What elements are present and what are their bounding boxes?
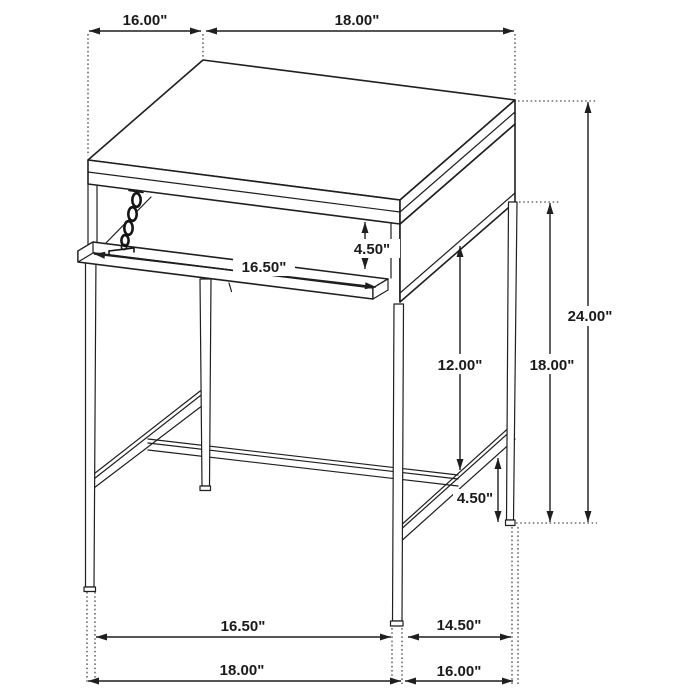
- leg-right-foot: [506, 520, 516, 526]
- stretcher-left-top: [90, 388, 204, 477]
- dim-label-overall-height: 24.00": [567, 308, 613, 325]
- flap-catch-detail: [229, 283, 232, 292]
- leg-left: [84, 253, 96, 592]
- dim-label-stretcher-to-floor: 4.50": [456, 490, 494, 507]
- leg-front-foot: [391, 621, 404, 626]
- leg-right-post: [507, 202, 518, 520]
- leg-right: [506, 202, 518, 526]
- table-structure: [78, 60, 517, 626]
- stretcher-cross-bottom: [148, 450, 458, 486]
- stretcher-right-mid: [398, 428, 514, 532]
- leg-back-post: [200, 279, 211, 486]
- stretcher-left-bottom: [90, 402, 207, 491]
- leg-front-post: [393, 304, 404, 621]
- dim-label-top-width: 18.00": [334, 12, 380, 29]
- stretcher-cross: [148, 439, 458, 486]
- stretcher-cross-top: [148, 439, 458, 475]
- leg-left-post: [86, 253, 97, 587]
- dim-label-top-depth: 16.00": [122, 12, 168, 29]
- chain-link-3: [124, 221, 132, 235]
- dim-label-underframe-height: 18.00": [529, 357, 575, 374]
- stretcher-left-mid: [90, 392, 205, 482]
- dim-label-base-side-span: 14.50": [436, 617, 482, 634]
- dim-label-flap-length: 16.50": [241, 259, 287, 276]
- chain-link-1: [132, 193, 140, 207]
- dim-label-case-to-stretcher: 12.00": [437, 357, 483, 374]
- leg-back: [200, 279, 211, 491]
- dim-label-base-overall-width: 18.00": [219, 662, 265, 679]
- stretcher-right-top: [398, 424, 513, 528]
- leg-left-foot: [84, 587, 96, 592]
- dim-label-base-front-span: 16.50": [220, 618, 266, 635]
- leg-back-foot: [200, 486, 211, 491]
- dim-label-base-overall-depth: 16.00": [436, 663, 482, 680]
- dim-label-opening-height: 4.50": [353, 241, 391, 258]
- chain-link-2: [128, 207, 136, 221]
- leg-front: [391, 304, 404, 626]
- stretcher-cross-mid: [148, 443, 458, 479]
